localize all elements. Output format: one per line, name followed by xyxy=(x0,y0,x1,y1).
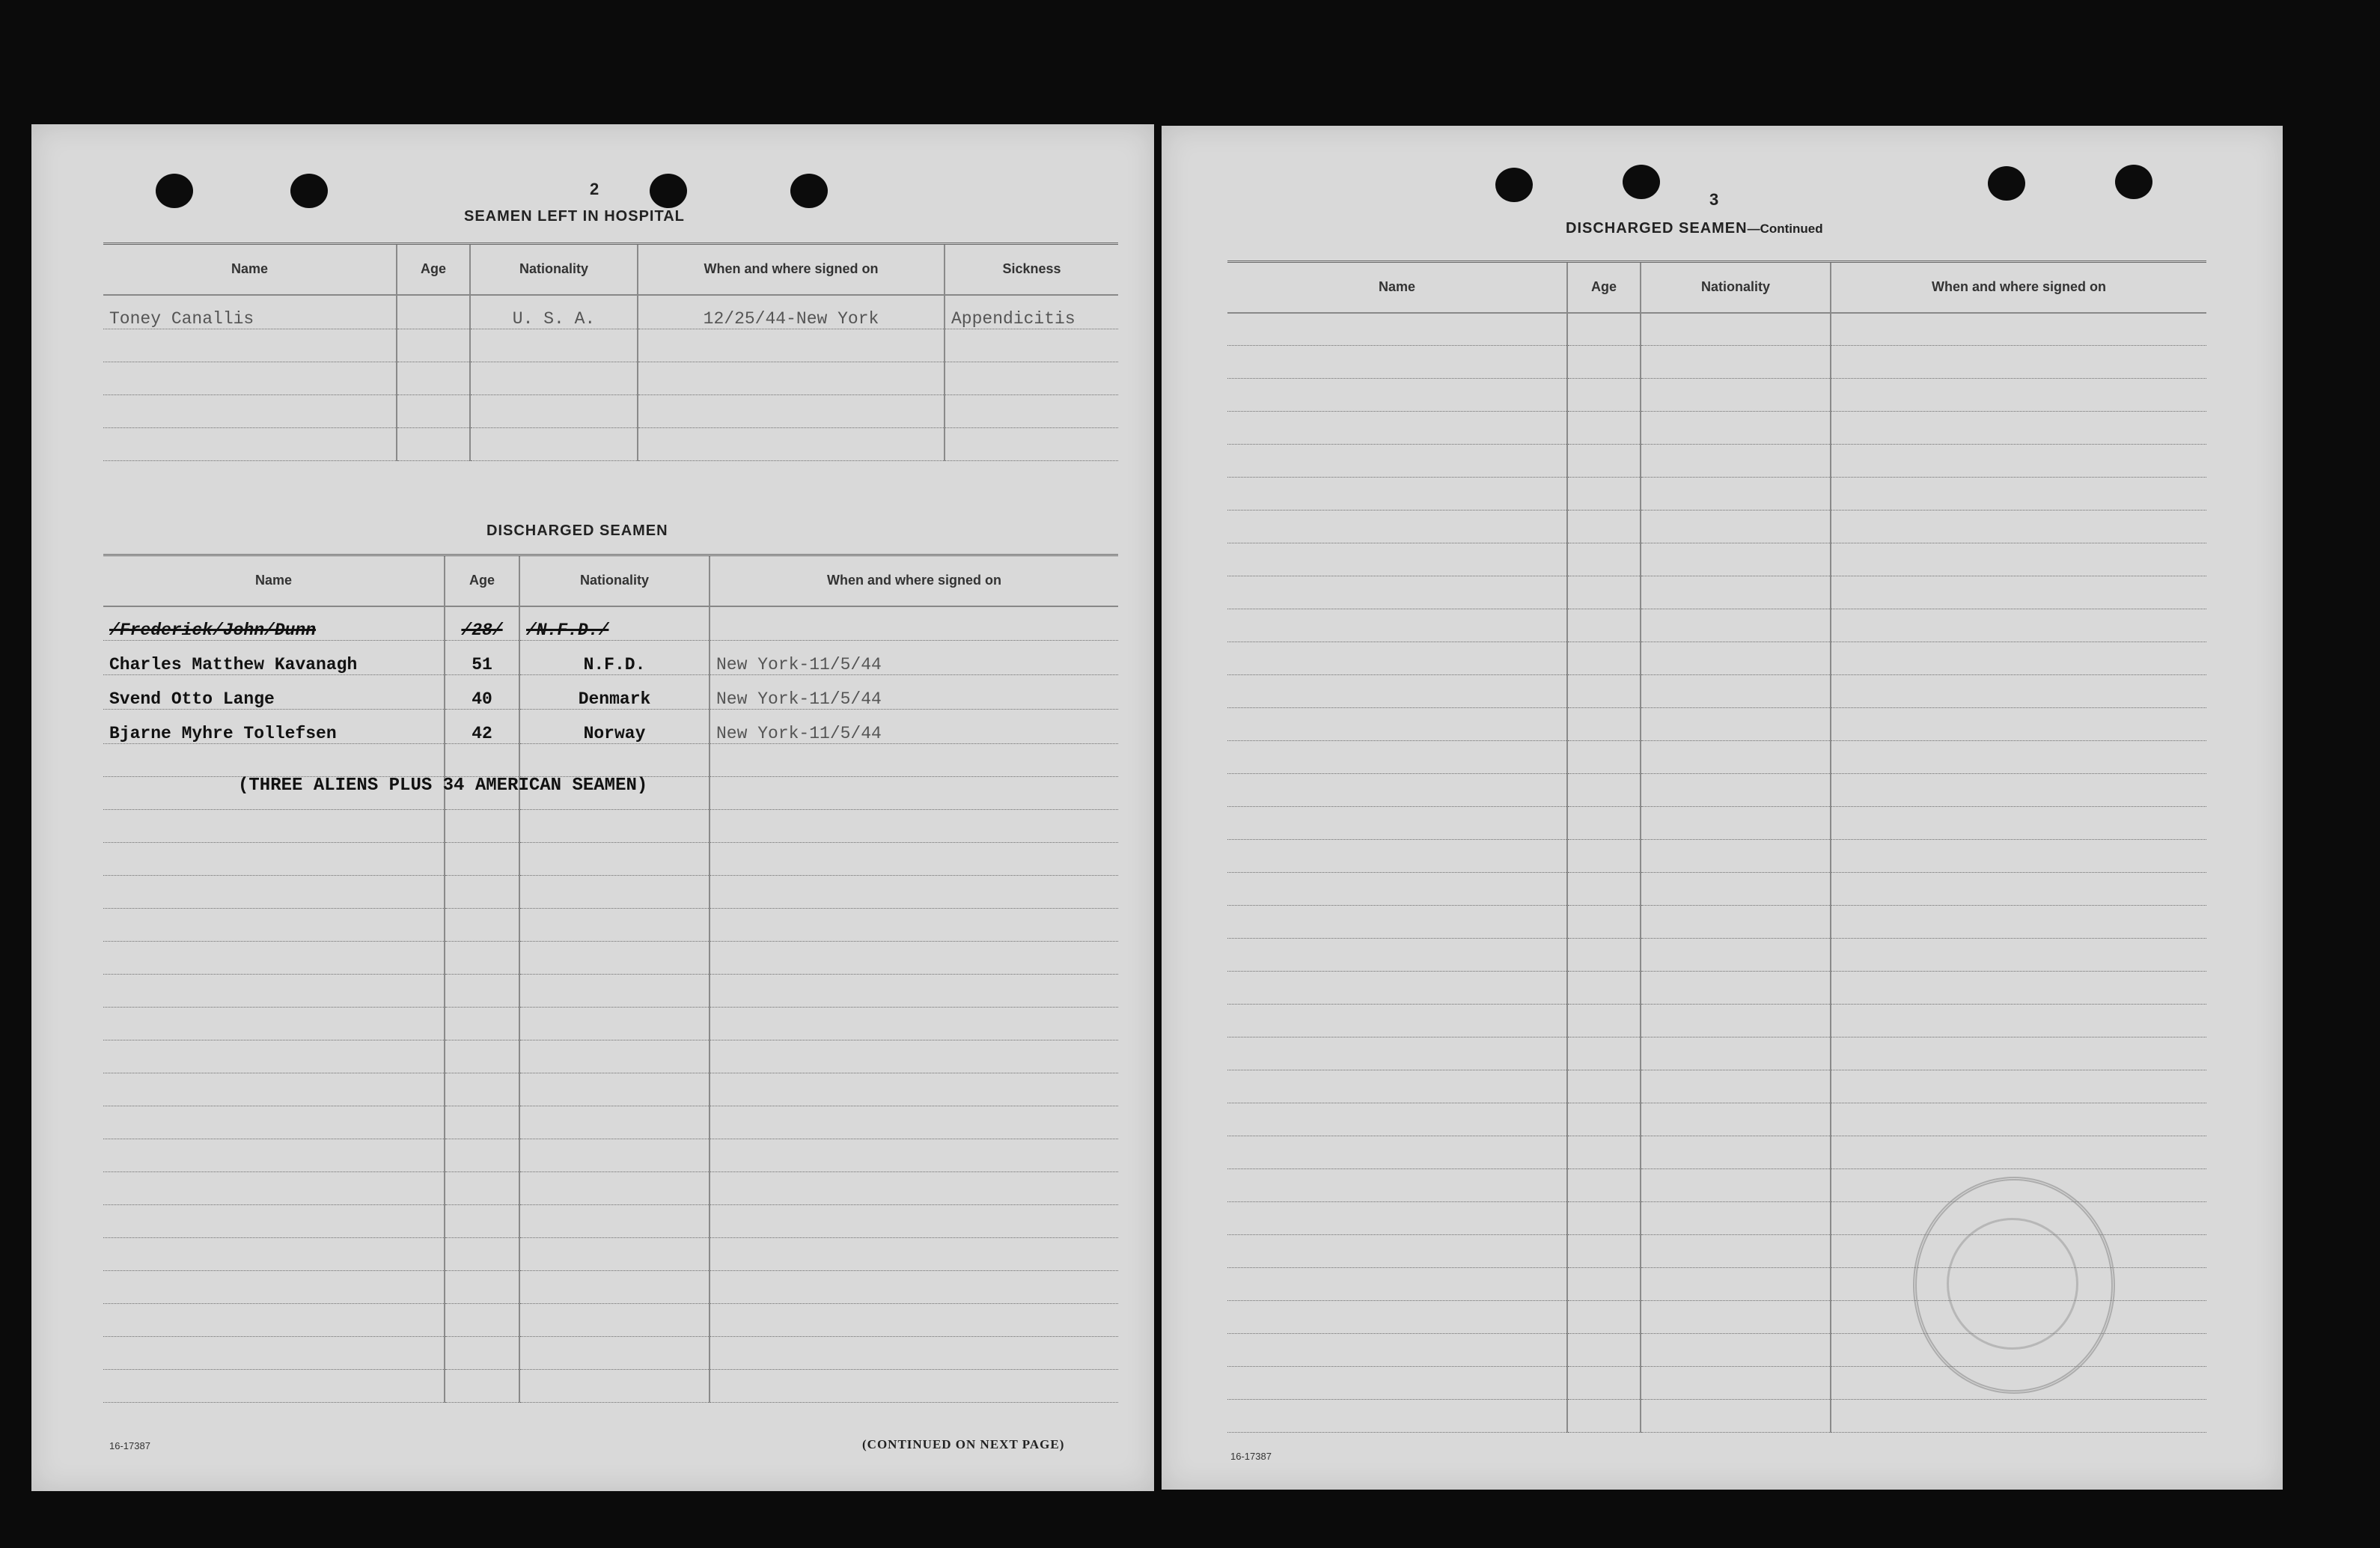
table-row xyxy=(103,428,1118,461)
punch-hole xyxy=(650,174,687,208)
nationality-cell: Norway xyxy=(519,710,710,744)
punch-hole xyxy=(290,174,328,208)
discharged-continued-title: DISCHARGED SEAMEN—Continued xyxy=(1566,220,1823,237)
left-page xyxy=(31,124,1154,1491)
table-row xyxy=(1227,576,2206,609)
nationality-cell: /N.F.D./ xyxy=(519,606,710,641)
table-row xyxy=(1227,675,2206,708)
column-header-name: Name xyxy=(1227,262,1567,313)
table-row xyxy=(103,744,1118,777)
table-row xyxy=(1227,543,2206,576)
table-row xyxy=(1227,873,2206,906)
table-row xyxy=(1227,379,2206,412)
table-row xyxy=(1227,840,2206,873)
table-row xyxy=(1227,511,2206,543)
table-row xyxy=(103,1073,1118,1106)
table-row xyxy=(103,975,1118,1008)
sickness-cell: Appendicitis xyxy=(945,295,1118,329)
signed-on-cell: New York-11/5/44 xyxy=(710,641,1118,675)
table-row xyxy=(103,942,1118,975)
age-cell: 40 xyxy=(445,675,519,710)
page-number: 2 xyxy=(590,180,599,198)
table-row xyxy=(103,843,1118,876)
table-row xyxy=(103,876,1118,909)
name-cell: Toney Canallis xyxy=(103,295,397,329)
table-row xyxy=(1227,412,2206,445)
signed-on-cell: New York-11/5/44 xyxy=(710,675,1118,710)
aliens-note: (THREE ALIENS PLUS 34 AMERICAN SEAMEN) xyxy=(238,775,648,796)
table-row xyxy=(1227,642,2206,675)
table-row xyxy=(103,395,1118,428)
table-row xyxy=(103,1139,1118,1172)
discharged-table xyxy=(103,554,1118,1403)
table-row xyxy=(103,1205,1118,1238)
nationality-cell: N.F.D. xyxy=(519,641,710,675)
column-header-signed-on: When and where signed on xyxy=(638,244,945,295)
age-cell: 51 xyxy=(445,641,519,675)
table-row xyxy=(1227,1070,2206,1103)
table-row xyxy=(103,1304,1118,1337)
punch-hole xyxy=(1495,168,1533,202)
table-row xyxy=(103,1238,1118,1271)
table-row xyxy=(103,641,1118,675)
table-row xyxy=(103,710,1118,744)
table-row xyxy=(1227,972,2206,1005)
form-code: 16-17387 xyxy=(1230,1451,1272,1462)
signed-on-cell: 12/25/44-New York xyxy=(638,295,945,329)
table-row xyxy=(1227,1037,2206,1070)
table-row xyxy=(103,1337,1118,1370)
nationality-cell: Denmark xyxy=(519,675,710,710)
table-row xyxy=(1227,807,2206,840)
column-header-signed-on: When and where signed on xyxy=(710,555,1118,606)
table-row xyxy=(1227,939,2206,972)
punch-hole xyxy=(1988,166,2025,201)
column-header-nationality: Nationality xyxy=(1641,262,1831,313)
signed-on-cell: New York-11/5/44 xyxy=(710,710,1118,744)
table-row xyxy=(1227,1005,2206,1037)
signed-on-cell xyxy=(710,606,1118,641)
table-row xyxy=(103,295,1118,329)
age-cell xyxy=(397,295,470,329)
table-row xyxy=(103,362,1118,395)
punch-hole xyxy=(1623,165,1660,199)
continued-footer: (CONTINUED ON NEXT PAGE) xyxy=(862,1437,1065,1451)
column-header-age: Age xyxy=(397,244,470,295)
table-row xyxy=(103,1106,1118,1139)
table-row xyxy=(103,810,1118,843)
table-row xyxy=(103,675,1118,710)
table-row xyxy=(1227,609,2206,642)
table-row xyxy=(103,1040,1118,1073)
nationality-cell: U. S. A. xyxy=(470,295,638,329)
name-cell: Svend Otto Lange xyxy=(103,675,445,710)
table-row xyxy=(1227,478,2206,511)
table-row xyxy=(103,329,1118,362)
column-header-age: Age xyxy=(1567,262,1641,313)
column-header-name: Name xyxy=(103,555,445,606)
column-header-name: Name xyxy=(103,244,397,295)
table-row xyxy=(1227,313,2206,346)
hospital-section-title: SEAMEN LEFT IN HOSPITAL xyxy=(464,208,685,225)
table-row xyxy=(1227,1400,2206,1433)
punch-hole xyxy=(2115,165,2152,199)
table-row xyxy=(103,1370,1118,1403)
table-row xyxy=(103,909,1118,942)
form-code: 16-17387 xyxy=(109,1440,150,1451)
table-row xyxy=(103,606,1118,641)
age-cell: 42 xyxy=(445,710,519,744)
column-header-signed-on: When and where signed on xyxy=(1831,262,2206,313)
table-row xyxy=(1227,445,2206,478)
name-cell: /Frederick/John/Dunn xyxy=(103,606,445,641)
table-row xyxy=(1227,708,2206,741)
discharged-section-title: DISCHARGED SEAMEN xyxy=(486,522,668,539)
column-header-nationality: Nationality xyxy=(519,555,710,606)
page-number: 3 xyxy=(1709,190,1719,209)
column-header-nationality: Nationality xyxy=(470,244,638,295)
table-row xyxy=(103,1008,1118,1040)
table-row xyxy=(1227,741,2206,774)
column-header-sickness: Sickness xyxy=(945,244,1118,295)
punch-hole xyxy=(156,174,193,208)
table-row xyxy=(1227,1136,2206,1169)
table-row xyxy=(1227,774,2206,807)
table-row xyxy=(1227,346,2206,379)
faded-stamp xyxy=(1913,1177,2115,1394)
name-cell: Charles Matthew Kavanagh xyxy=(103,641,445,675)
table-row xyxy=(1227,906,2206,939)
table-row xyxy=(103,1271,1118,1304)
name-cell: Bjarne Myhre Tollefsen xyxy=(103,710,445,744)
table-row xyxy=(1227,1103,2206,1136)
punch-hole xyxy=(790,174,828,208)
column-header-age: Age xyxy=(445,555,519,606)
age-cell: /28/ xyxy=(445,606,519,641)
hospital-table xyxy=(103,243,1118,461)
table-row xyxy=(103,1172,1118,1205)
